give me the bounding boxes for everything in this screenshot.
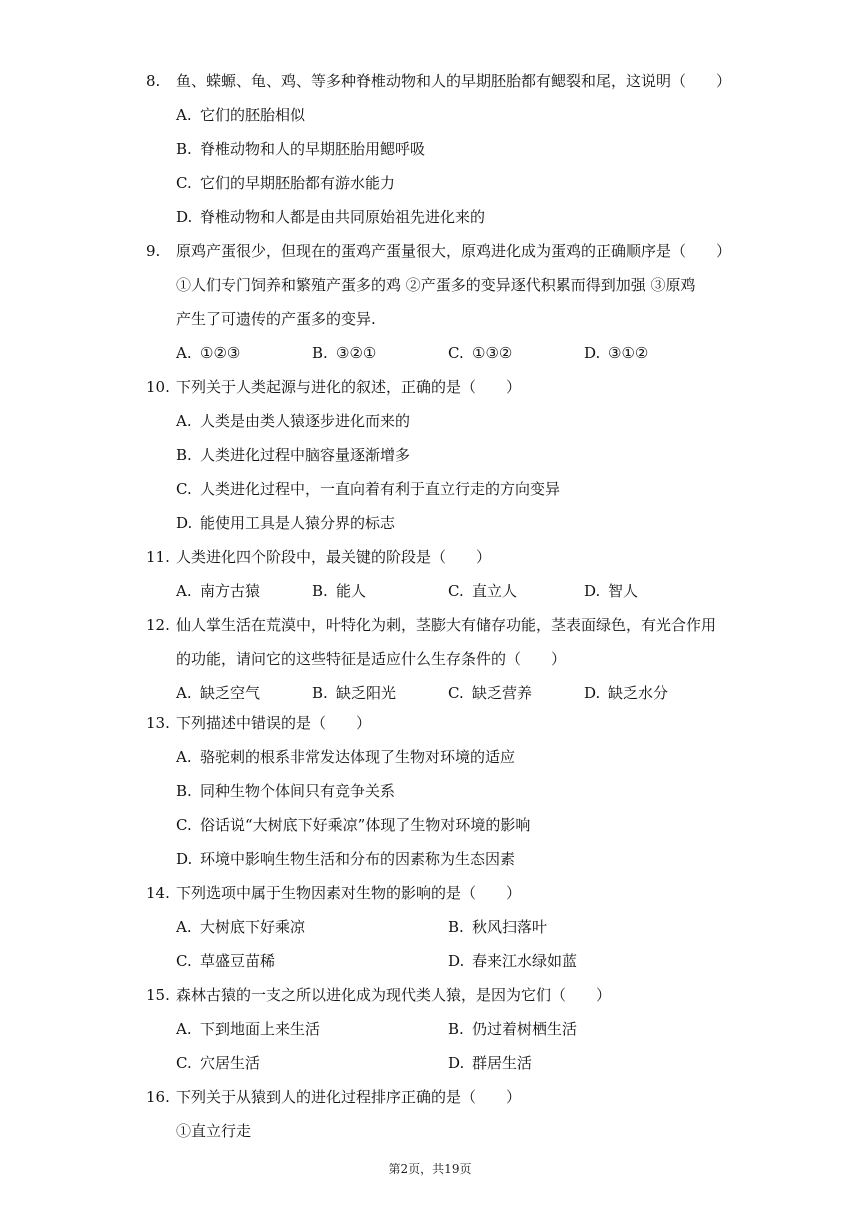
options-row <box>146 574 726 608</box>
option-text: 人类进化过程中脑容量逐渐增多 <box>200 446 411 464</box>
question-text: 下列选项中属于生物因素对生物的影响的是（ ） <box>176 884 522 902</box>
question-stem <box>146 978 726 1012</box>
option-letter: A. <box>176 748 192 766</box>
question-text: 原鸡产蛋很少，但现在的蛋鸡产蛋量很大，原鸡进化成为蛋鸡的正确顺序是（ ） <box>176 242 732 260</box>
option-b <box>312 676 396 710</box>
question-16 <box>146 1080 726 1148</box>
question-text-continued: 产生了可遗传的产蛋多的变异. <box>176 310 376 328</box>
option-text: 环境中影响生物生活和分布的因素称为生态因素 <box>200 850 516 868</box>
option-letter: C. <box>448 684 464 702</box>
question-text-continued: ①人们专门饲养和繁殖产蛋多的鸡 ②产蛋多的变异逐代积累而得到加强 ③原鸡 <box>176 276 696 294</box>
question-text: 森林古猿的一支之所以进化成为现代类人猿，是因为它们（ ） <box>176 986 612 1004</box>
options-row <box>146 1046 726 1080</box>
option-text: 仍过着树栖生活 <box>472 1020 578 1038</box>
option-letter: A. <box>176 412 192 430</box>
option-text: 它们的早期胚胎都有游水能力 <box>200 174 396 192</box>
option-text: 俗话说“大树底下好乘凉”体现了生物对环境的影响 <box>200 816 531 834</box>
option-letter: A. <box>176 918 192 936</box>
question-13 <box>146 706 726 876</box>
options-row <box>146 910 726 944</box>
option-b <box>146 438 726 472</box>
question-stem <box>146 706 726 740</box>
option-a <box>176 574 260 608</box>
option-text: 南方古猿 <box>200 582 261 600</box>
question-stem <box>146 1080 726 1114</box>
option-text: 能使用工具是人猿分界的标志 <box>200 514 396 532</box>
question-number: 10. <box>146 378 170 396</box>
question-text: 仙人掌生活在荒漠中，叶特化为刺，茎膨大有储存功能，茎表面绿色，有光合作用 <box>176 616 717 634</box>
question-text-continued: 的功能，请问它的这些特征是适应什么生存条件的（ ） <box>176 650 567 668</box>
option-a <box>176 910 305 944</box>
question-12 <box>146 608 726 710</box>
option-a <box>146 404 726 438</box>
option-d <box>448 1046 532 1080</box>
question-stem <box>146 540 726 574</box>
option-text: 下到地面上来生活 <box>200 1020 321 1038</box>
option-text: 春来江水绿如蓝 <box>472 952 578 970</box>
option-b <box>448 1012 577 1046</box>
option-letter: A. <box>176 1020 192 1038</box>
option-letter: B. <box>312 344 328 362</box>
option-a <box>176 336 240 370</box>
question-stem <box>146 370 726 404</box>
option-b <box>146 132 726 166</box>
option-letter: B. <box>448 918 464 936</box>
question-number: 12. <box>146 616 170 634</box>
option-text: 能人 <box>336 582 367 600</box>
question-text: 下列描述中错误的是（ ） <box>176 714 372 732</box>
question-9 <box>146 234 732 370</box>
option-letter: C. <box>176 480 192 498</box>
option-text: 缺乏空气 <box>200 684 261 702</box>
option-text: 同种生物个体间只有竞争关系 <box>200 782 396 800</box>
option-text: 人类是由类人猿逐步进化而来的 <box>200 412 411 430</box>
option-text: 人类进化过程中，一直向着有利于直立行走的方向变异 <box>200 480 561 498</box>
option-text: 骆驼刺的根系非常发达体现了生物对环境的适应 <box>200 748 516 766</box>
question-stem <box>146 876 726 910</box>
question-number: 9. <box>146 242 161 260</box>
option-letter: B. <box>312 684 328 702</box>
option-letter: A. <box>176 684 192 702</box>
question-stem <box>146 64 732 98</box>
option-c <box>448 676 532 710</box>
option-c <box>146 472 726 506</box>
option-a <box>146 98 726 132</box>
option-letter: B. <box>176 446 192 464</box>
question-stem <box>146 608 726 642</box>
option-text: 直立人 <box>472 582 518 600</box>
option-d <box>146 506 726 540</box>
option-text: 秋风扫落叶 <box>472 918 548 936</box>
page-footer: 第2页，共19页 <box>388 1162 472 1176</box>
question-number: 16. <box>146 1088 170 1106</box>
options-row <box>146 336 726 370</box>
option-text: ①②③ <box>200 344 241 362</box>
question-10 <box>146 370 726 540</box>
option-text: 脊椎动物和人的早期胚胎用鳃呼吸 <box>200 140 426 158</box>
question-number: 15. <box>146 986 170 1004</box>
option-a <box>146 740 726 774</box>
option-text: 穴居生活 <box>200 1054 261 1072</box>
option-text: 缺乏水分 <box>608 684 669 702</box>
option-letter: D. <box>176 850 193 868</box>
question-text: 人类进化四个阶段中，最关键的阶段是（ ） <box>176 548 492 566</box>
option-letter: D. <box>584 684 601 702</box>
option-b <box>312 336 376 370</box>
option-text: 缺乏阳光 <box>336 684 397 702</box>
options-row <box>146 676 726 710</box>
question-text: 鱼、蝾螈、龟、鸡、等多种脊椎动物和人的早期胚胎都有鳃裂和尾，这说明（ ） <box>176 72 732 90</box>
options-row <box>146 1012 726 1046</box>
option-b <box>448 910 547 944</box>
question-8 <box>146 64 732 234</box>
option-a <box>176 1012 320 1046</box>
question-text-continued: ①直立行走 <box>176 1122 252 1140</box>
option-text: ①③② <box>472 344 513 362</box>
option-letter: C. <box>176 1054 192 1072</box>
option-letter: D. <box>176 208 193 226</box>
question-number: 13. <box>146 714 170 732</box>
option-letter: A. <box>176 582 192 600</box>
question-text: 下列关于人类起源与进化的叙述，正确的是（ ） <box>176 378 522 396</box>
option-text: 智人 <box>608 582 639 600</box>
option-text: ③①② <box>608 344 649 362</box>
option-text: 它们的胚胎相似 <box>200 106 306 124</box>
question-14 <box>146 876 726 978</box>
option-letter: C. <box>448 344 464 362</box>
option-letter: B. <box>448 1020 464 1038</box>
option-letter: D. <box>584 344 601 362</box>
question-15 <box>146 978 726 1080</box>
question-number: 11. <box>146 548 170 566</box>
options-row <box>146 944 726 978</box>
option-d <box>584 676 668 710</box>
question-11 <box>146 540 726 608</box>
question-stem <box>146 234 732 268</box>
option-c <box>146 808 726 842</box>
option-letter: A. <box>176 106 192 124</box>
option-a <box>176 676 260 710</box>
option-c <box>176 1046 260 1080</box>
option-c <box>448 336 512 370</box>
option-letter: D. <box>448 952 465 970</box>
option-c <box>146 166 726 200</box>
option-letter: C. <box>176 952 192 970</box>
option-c <box>448 574 517 608</box>
question-number: 14. <box>146 884 170 902</box>
option-letter: B. <box>312 582 328 600</box>
option-d <box>448 944 577 978</box>
option-b <box>312 574 366 608</box>
option-text: 缺乏营养 <box>472 684 533 702</box>
option-letter: D. <box>448 1054 465 1072</box>
option-letter: D. <box>176 514 193 532</box>
option-d <box>146 200 726 234</box>
option-letter: B. <box>176 782 192 800</box>
question-number: 8. <box>146 72 161 90</box>
option-c <box>176 944 275 978</box>
option-letter: A. <box>176 344 192 362</box>
option-text: ③②① <box>336 344 377 362</box>
option-d <box>146 842 726 876</box>
option-letter: C. <box>448 582 464 600</box>
option-text: 脊椎动物和人都是由共同原始祖先进化来的 <box>200 208 486 226</box>
option-letter: C. <box>176 816 192 834</box>
option-letter: B. <box>176 140 192 158</box>
option-b <box>146 774 726 808</box>
option-letter: D. <box>584 582 601 600</box>
option-d <box>584 336 648 370</box>
option-text: 草盛豆苗稀 <box>200 952 276 970</box>
option-letter: C. <box>176 174 192 192</box>
question-text: 下列关于从猿到人的进化过程排序正确的是（ ） <box>176 1088 522 1106</box>
option-text: 大树底下好乘凉 <box>200 918 306 936</box>
option-text: 群居生活 <box>472 1054 533 1072</box>
option-d <box>584 574 638 608</box>
